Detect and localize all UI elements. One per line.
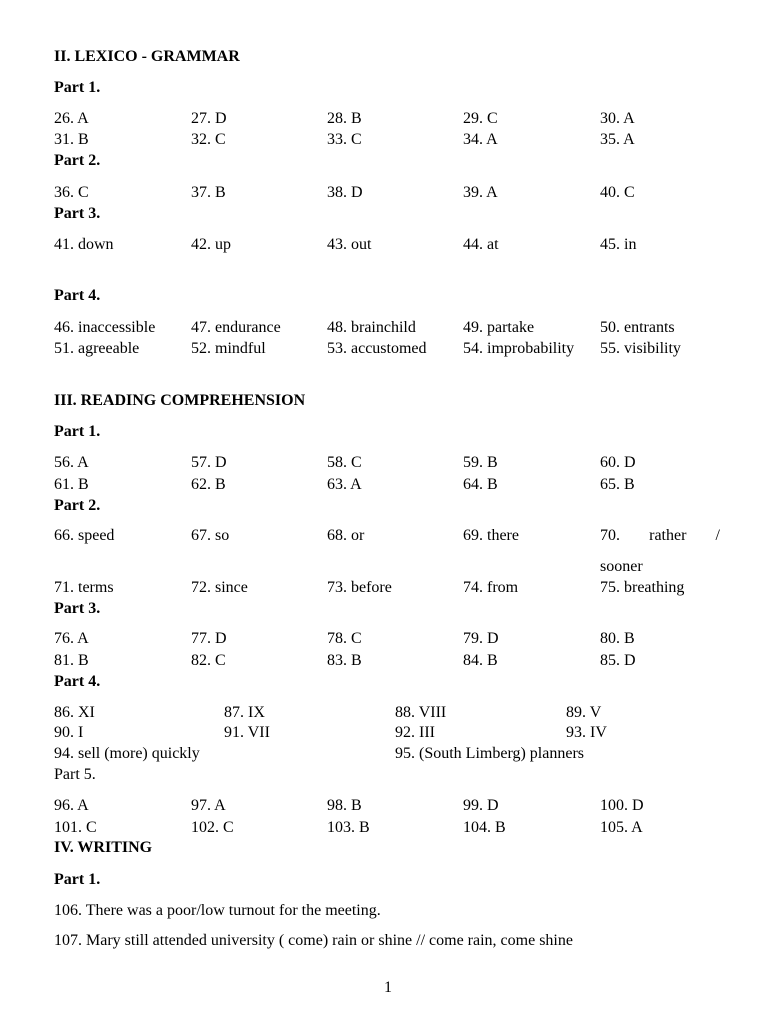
section-heading-writing: IV. WRITING	[54, 839, 153, 856]
answer-item: 75. breathing	[600, 579, 685, 596]
answer-item: 88. VIII	[395, 704, 447, 721]
answer-item: 40. C	[600, 184, 635, 201]
answer-item: 59. B	[463, 454, 498, 471]
answer-item: 95. (South Limberg) planners	[395, 745, 585, 762]
part-label: Part 1.	[54, 871, 101, 888]
answer-item: 98. B	[327, 797, 362, 814]
answer-item: 52. mindful	[191, 340, 266, 357]
answer-item: 46. inaccessible	[54, 319, 156, 336]
answer-item: 49. partake	[463, 319, 535, 336]
answer-item: 57. D	[191, 454, 227, 471]
answer-word: sooner	[600, 558, 643, 575]
part-label: Part 1.	[54, 79, 101, 96]
part-label: Part 1.	[54, 423, 101, 440]
answer-item: 96. A	[54, 797, 89, 814]
part-label: Part 4.	[54, 673, 101, 690]
answer-item: 71. terms	[54, 579, 114, 596]
answer-item: 83. B	[327, 652, 362, 669]
answer-item: 97. A	[191, 797, 226, 814]
answer-item: 89. V	[566, 704, 602, 721]
answer-item: 43. out	[327, 236, 372, 253]
answer-item: 69. there	[463, 527, 519, 544]
answer-item: 39. A	[463, 184, 498, 201]
answer-item: 101. C	[54, 819, 97, 836]
answer-item: 99. D	[463, 797, 499, 814]
answer-item: 51. agreeable	[54, 340, 140, 357]
answer-item: 44. at	[463, 236, 499, 253]
answer-item: 26. A	[54, 110, 89, 127]
answer-item: 38. D	[327, 184, 363, 201]
answer-item: 60. D	[600, 454, 636, 471]
answer-item: 47. endurance	[191, 319, 281, 336]
answer-item: 105. A	[600, 819, 643, 836]
part-label: Part 3.	[54, 600, 101, 617]
answer-item: 91. VII	[224, 724, 270, 741]
answer-item: 87. IX	[224, 704, 265, 721]
answer-item: 94. sell (more) quickly	[54, 745, 200, 762]
section-heading-lexico-grammar: II. LEXICO - GRAMMAR	[54, 48, 240, 65]
answer-item: 66. speed	[54, 527, 115, 544]
answer-item: 62. B	[191, 476, 226, 493]
part-label: Part 2.	[54, 152, 101, 169]
answer-item: 67. so	[191, 527, 230, 544]
answer-item: 36. C	[54, 184, 89, 201]
answer-item: 104. B	[463, 819, 506, 836]
writing-answer-106: 106. There was a poor/low turnout for the meeting.	[54, 902, 381, 919]
answer-item: 30. A	[600, 110, 635, 127]
answer-item: 76. A	[54, 630, 89, 647]
answer-item: 53. accustomed	[327, 340, 427, 357]
answer-item: 33. C	[327, 131, 362, 148]
answer-item: 29. C	[463, 110, 498, 127]
answer-item: 54. improbability	[463, 340, 575, 357]
answer-item: 93. IV	[566, 724, 607, 741]
answer-item: 56. A	[54, 454, 89, 471]
answer-item: 37. B	[191, 184, 226, 201]
answer-item: 45. in	[600, 236, 637, 253]
part-label: Part 4.	[54, 287, 101, 304]
answer-item: 61. B	[54, 476, 89, 493]
page-number: 1	[384, 979, 392, 996]
answer-item: 28. B	[327, 110, 362, 127]
answer-item: 65. B	[600, 476, 635, 493]
part-label: Part 3.	[54, 205, 101, 222]
answer-number: 70.	[600, 527, 620, 544]
answer-item-70	[600, 527, 720, 576]
section-heading-reading-comprehension: III. READING COMPREHENSION	[54, 392, 306, 409]
answer-item: 41. down	[54, 236, 114, 253]
answer-item: 27. D	[191, 110, 227, 127]
answer-item: 35. A	[600, 131, 635, 148]
answer-word: rather	[649, 527, 687, 544]
answer-item: 84. B	[463, 652, 498, 669]
writing-answer-107: 107. Mary still attended university ( come) rain or shine // come rain, come shine	[54, 932, 573, 949]
answer-item: 90. I	[54, 724, 84, 741]
answer-item: 92. III	[395, 724, 435, 741]
answer-item: 32. C	[191, 131, 226, 148]
answer-item: 82. C	[191, 652, 226, 669]
answer-item: 48. brainchild	[327, 319, 416, 336]
answer-item: 50. entrants	[600, 319, 675, 336]
answer-item: 74. from	[463, 579, 519, 596]
answer-item: 72. since	[191, 579, 248, 596]
answer-item: 103. B	[327, 819, 370, 836]
answer-item: 68. or	[327, 527, 365, 544]
answer-separator: /	[715, 527, 720, 544]
answer-item: 42. up	[191, 236, 231, 253]
answer-item: 100. D	[600, 797, 644, 814]
answer-item: 63. A	[327, 476, 362, 493]
answer-item: 34. A	[463, 131, 498, 148]
answer-item: 85. D	[600, 652, 636, 669]
answer-item: 73. before	[327, 579, 392, 596]
answer-item: 86. XI	[54, 704, 95, 721]
part-label: Part 2.	[54, 497, 101, 514]
answer-item: 55. visibility	[600, 340, 681, 357]
answer-item: 102. C	[191, 819, 234, 836]
answer-item: 64. B	[463, 476, 498, 493]
answer-item: 78. C	[327, 630, 362, 647]
answer-item: 31. B	[54, 131, 89, 148]
answer-item: 77. D	[191, 630, 227, 647]
answer-item: 80. B	[600, 630, 635, 647]
answer-item: 79. D	[463, 630, 499, 647]
part-label: Part 5.	[54, 766, 96, 783]
answer-item: 58. C	[327, 454, 362, 471]
answer-item: 81. B	[54, 652, 89, 669]
